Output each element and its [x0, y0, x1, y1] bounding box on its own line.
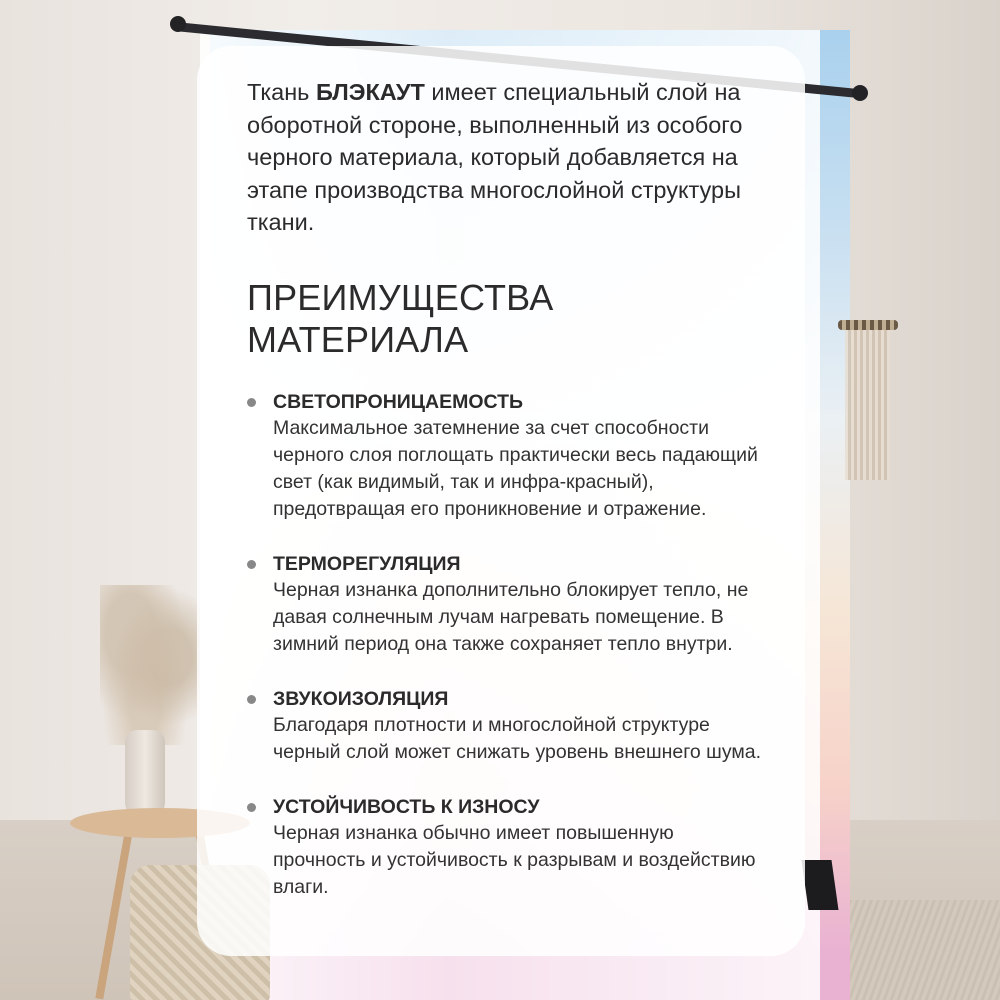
intro-emphasis: БЛЭКАУТ — [315, 79, 425, 105]
benefit-text: Благодаря плотности и многослойной структуре черный слой может снижать уровень внешнего шума. — [273, 713, 762, 763]
benefits-list — [247, 389, 765, 901]
vase — [125, 730, 165, 820]
pampas-grass — [100, 585, 200, 745]
intro-paragraph — [247, 76, 765, 239]
bullet-icon — [247, 803, 256, 812]
benefits-heading: ПРЕИМУЩЕСТВА МАТЕРИАЛА — [247, 276, 554, 360]
benefit-title: ЗВУКОИЗОЛЯЦИЯ — [273, 687, 449, 710]
macrame-rod — [838, 320, 898, 330]
benefit-item-thermal — [247, 551, 765, 658]
intro-prefix: Ткань — [247, 79, 316, 105]
curtain-rod-finial-left — [170, 16, 186, 32]
bullet-icon — [247, 398, 256, 407]
bullet-icon — [247, 560, 256, 569]
benefit-title: СВЕТОПРОНИЦАЕМОСТЬ — [273, 390, 524, 413]
curtain-rod-finial-right — [852, 85, 868, 101]
info-card — [197, 46, 805, 956]
bullet-icon — [247, 695, 256, 704]
benefit-text: Черная изнанка обычно имеет повышенную прочность и устойчивость к разрывам и воздействию влаги. — [273, 821, 756, 898]
intro-suffix: имеет специальный слой на оборотной стороне, выполненный из особого черного материала, который добавляется на этапе производства многослойной структуры ткани. — [247, 79, 743, 235]
benefit-text: Черная изнанка дополнительно блокирует тепло, не давая солнечным лучам нагревать помещение. В зимний период она также сохраняет тепло внутри. — [273, 578, 749, 655]
benefit-title: ТЕРМОРЕГУЛЯЦИЯ — [273, 552, 461, 575]
benefit-item-light — [247, 389, 765, 523]
benefit-item-durability — [247, 794, 765, 901]
benefit-title: УСТОЙЧИВОСТЬ К ИЗНОСУ — [273, 795, 540, 818]
benefit-item-sound — [247, 686, 765, 766]
benefit-text: Максимальное затемнение за счет способности черного слоя поглощать практически весь падающий свет (как видимый, так и инфра-красный), предотвращая его проникновение и отражение. — [273, 416, 758, 520]
macrame-hanging — [845, 330, 890, 480]
